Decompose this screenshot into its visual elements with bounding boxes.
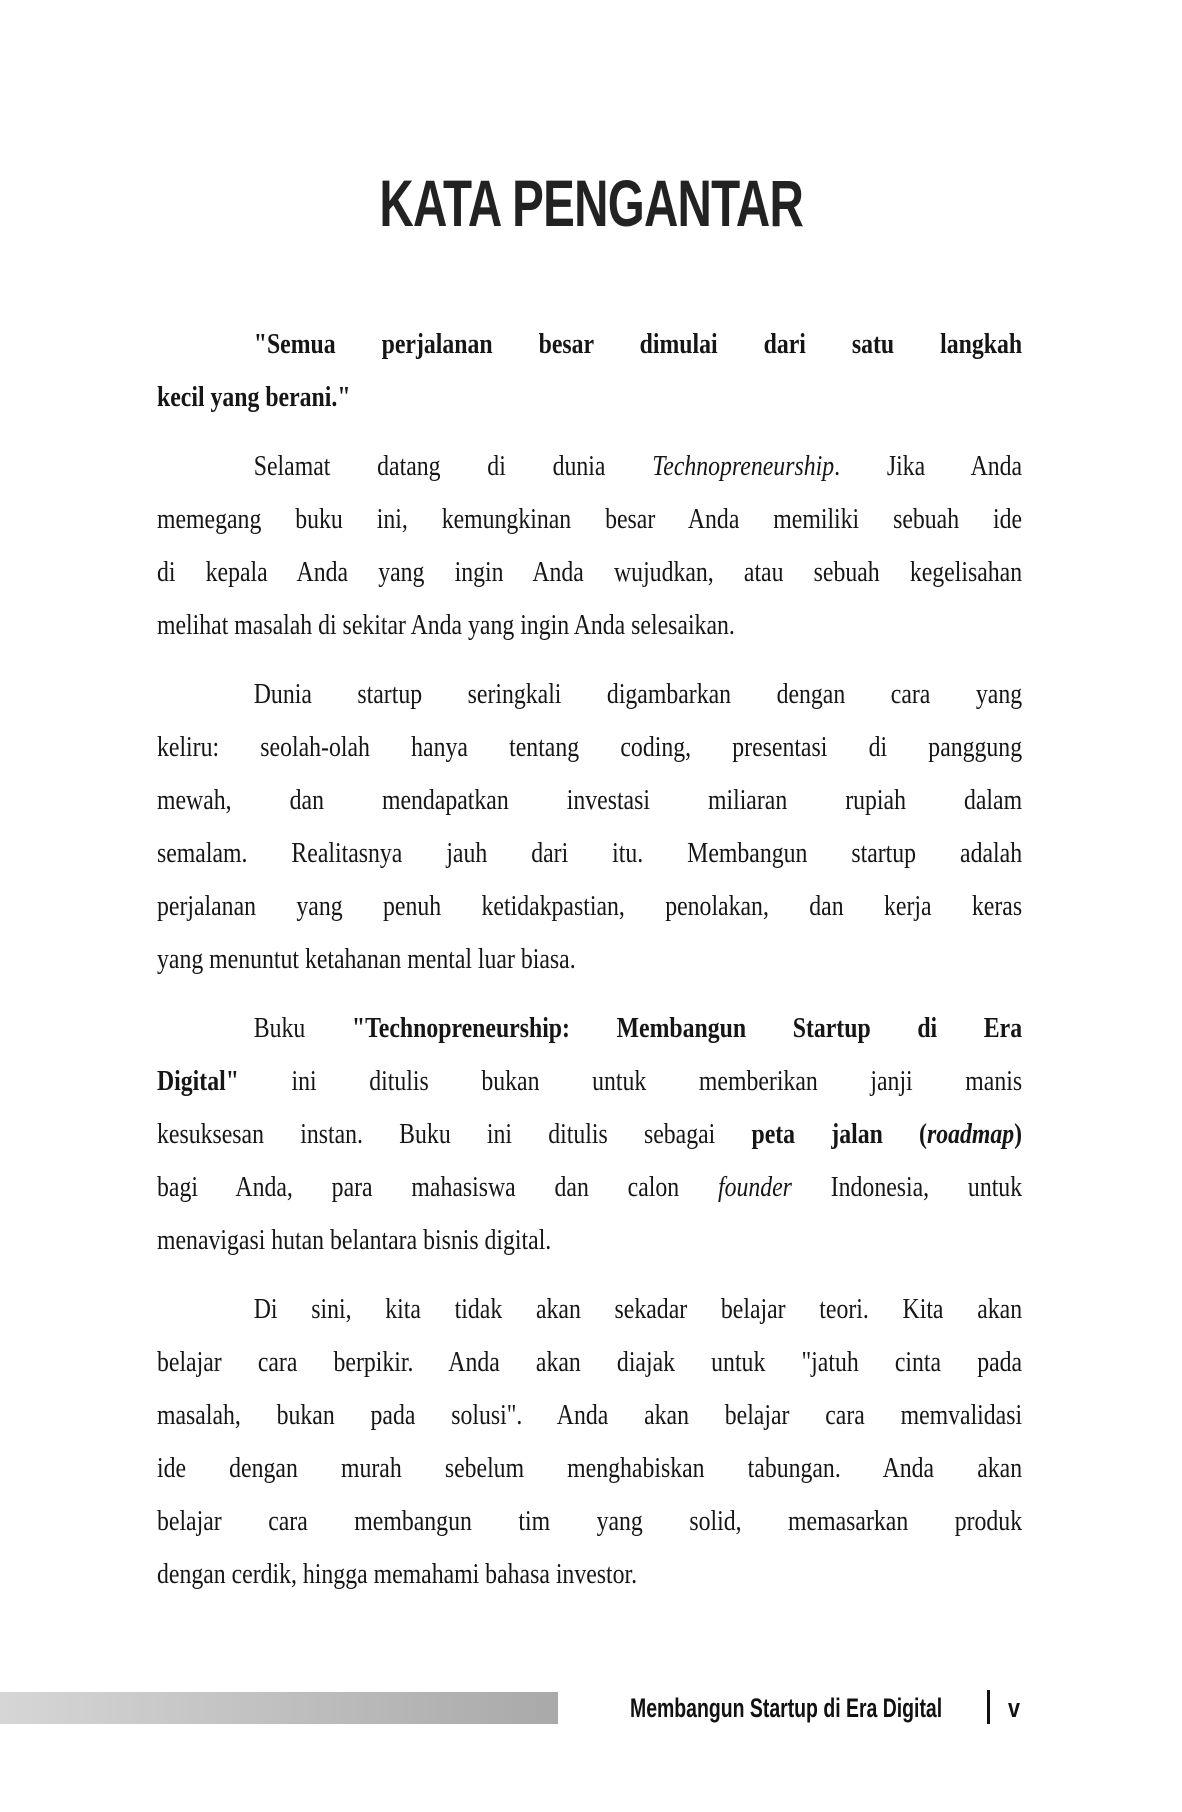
page-number: v — [1008, 1693, 1021, 1723]
emphasis-term: Technopreneurship — [652, 450, 835, 482]
chapter-title-text: KATA PENGANTAR — [379, 166, 803, 240]
text-line: kesuksesan instan. Buku ini ditulis sebagai peta jalan (roadmap) — [157, 1118, 1023, 1150]
text-line: belajar cara membangun tim yang solid, memasarkan produk — [157, 1505, 1023, 1537]
bold-italic-emphasis: roadmap — [926, 1118, 1015, 1150]
paragraph — [157, 1283, 1022, 1601]
text-line: yang menuntut ketahanan mental luar biasa. — [157, 943, 576, 975]
text-line: kecil yang berani." — [157, 381, 351, 413]
text-line: Digital" ini ditulis bukan untuk memberikan janji manis — [157, 1065, 1023, 1097]
text-line: menavigasi hutan belantara bisnis digital. — [157, 1224, 552, 1256]
text-line: dengan cerdik, hingga memahami bahasa investor. — [157, 1558, 638, 1590]
paragraph — [157, 668, 1022, 986]
text-line: masalah, bukan pada solusi". Anda akan belajar cara memvalidasi — [157, 1399, 1023, 1431]
chapter-title — [0, 165, 1182, 241]
text-line: semalam. Realitasnya jauh dari itu. Membangun startup adalah — [157, 837, 1023, 869]
text-line: mewah, dan mendapatkan investasi miliaran rupiah dalam — [157, 784, 1023, 816]
body-text — [157, 318, 1022, 1617]
emphasis-term: founder — [717, 1171, 792, 1203]
text-line: keliru: seolah-olah hanya tentang coding, presentasi di panggung — [157, 731, 1023, 763]
paragraph — [157, 440, 1022, 652]
footer-divider — [987, 1690, 990, 1724]
text-line: Buku "Technopreneurship: Membangun Startup di Era — [253, 1012, 1023, 1044]
text-line: belajar cara berpikir. Anda akan diajak untuk "jatuh cinta pada — [157, 1346, 1023, 1378]
epigraph-quote — [157, 318, 1022, 424]
text-line: Di sini, kita tidak akan sekadar belajar teori. Kita akan — [253, 1293, 1023, 1325]
text-line: melihat masalah di sekitar Anda yang ingin Anda selesaikan. — [157, 609, 735, 641]
text-line: Dunia startup seringkali digambarkan dengan cara yang — [253, 678, 1023, 710]
bold-emphasis: peta jalan ( — [751, 1118, 927, 1150]
paragraph — [157, 1002, 1022, 1267]
running-footer-title: Membangun Startup di Era Digital — [630, 1693, 943, 1723]
book-title-emphasis: Digital" — [157, 1065, 239, 1097]
footer-gradient-bar — [0, 1692, 558, 1724]
text-line: "Semua perjalanan besar dimulai dari satu langkah — [253, 328, 1023, 360]
text-line: perjalanan yang penuh ketidakpastian, penolakan, dan kerja keras — [157, 890, 1023, 922]
text-line: bagi Anda, para mahasiswa dan calon founder Indonesia, untuk — [157, 1171, 1023, 1203]
text-line: di kepala Anda yang ingin Anda wujudkan, atau sebuah kegelisahan — [157, 556, 1023, 588]
text-line: memegang buku ini, kemungkinan besar Anda memiliki sebuah ide — [157, 503, 1023, 535]
text-line: ide dengan murah sebelum menghabiskan tabungan. Anda akan — [157, 1452, 1023, 1484]
book-title-emphasis: "Technopreneurship: Membangun Startup di Era — [351, 1012, 1023, 1044]
text-line: Selamat datang di dunia Technopreneurship. Jika Anda — [253, 450, 1023, 482]
